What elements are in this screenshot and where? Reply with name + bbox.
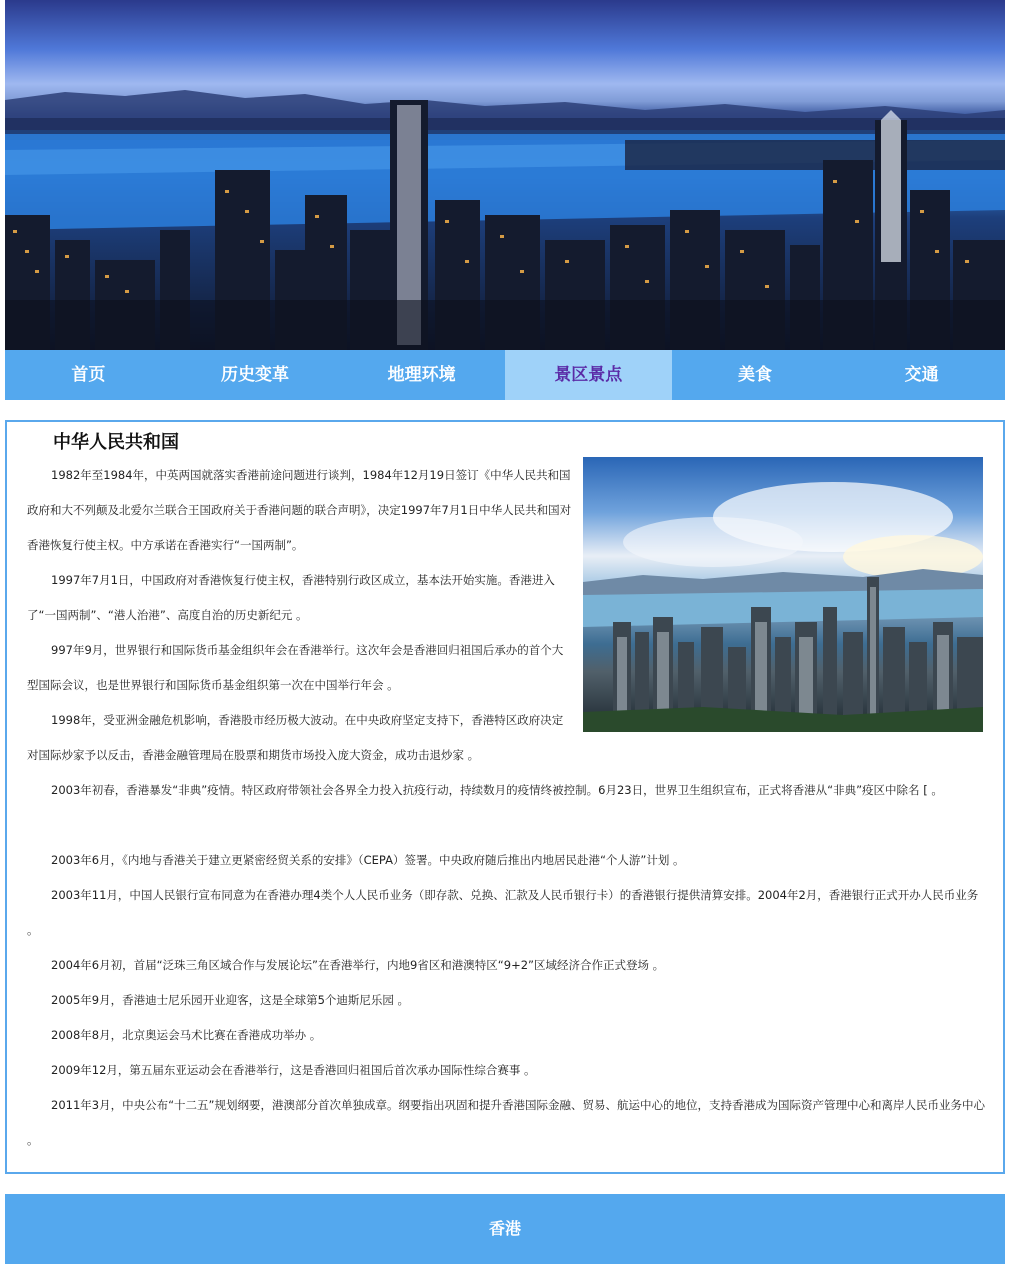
- article-panel: [5, 420, 1005, 1174]
- paragraph-2004: 2004年6月初，首届“泛珠三角区域合作与发展论坛”在香港举行，内地9省区和港澳特区“9+2”区域经济合作正式登场 。: [51, 958, 665, 972]
- paragraph-2005: 2005年9月，香港迪士尼乐园开业迎客，这是全球第5个迪斯尼乐园 。: [51, 993, 410, 1007]
- footer-text: 香港: [488, 1219, 521, 1238]
- banner-image: [5, 0, 1005, 350]
- nav-item-food[interactable]: 美食: [737, 365, 772, 385]
- nav-item-transport[interactable]: 交通: [904, 365, 939, 385]
- paragraph-2009: 2009年12月，第五届东亚运动会在香港举行，这是香港回归祖国后首次承办国际性综合赛事 。: [51, 1063, 536, 1077]
- main-nav: [5, 350, 1005, 400]
- skyline-illustration: [5, 0, 1005, 350]
- article-title: 中华人民共和国: [53, 432, 179, 453]
- paragraph-2008: 2008年8月，北京奥运会马术比赛在香港成功举办 。: [51, 1028, 322, 1042]
- paragraph-2003-june: 2003年6月，《内地与香港关于建立更紧密经贸关系的安排》（CEPA）签署。中央政府随后推出内地居民赴港“个人游”计划 。: [51, 853, 685, 867]
- paragraph-1997-sept: 997年9月，世界银行和国际货币基金组织年会在香港举行。这次年会是香港回归祖国后承办的首个大型国际会议，也是世界银行和国际货币基金组织第一次在中国举行年会 。: [27, 643, 564, 692]
- paragraph-1982: 1982年至1984年，中英两国就落实香港前途问题进行谈判，1984年12月19日签订《中华人民共和国政府和大不列颠及北爱尔兰联合王国政府关于香港问题的联合声明》，决定1997年7月1日中华人民共和国对香港恢复行使主权。中方承诺在香港实行“一国两制”。: [27, 468, 572, 552]
- paragraph-2003-spring: 2003年初春，香港暴发“非典”疫情。特区政府带领社会各界全力投入抗疫行动，持续数月的疫情终被控制。6月23日，世界卫生组织宣布，正式将香港从“非典”疫区中除名 [ 。: [51, 783, 943, 797]
- nav-item-geography[interactable]: 地理环境: [387, 365, 456, 385]
- hong-kong-photo: [583, 457, 983, 732]
- paragraph-2011: 2011年3月，中央公布“十二五”规划纲要，港澳部分首次单独成章。纲要指出巩固和提升香港国际金融、贸易、航运中心的地位，支持香港成为国际资产管理中心和离岸人民币业务中心 。: [27, 1098, 985, 1147]
- paragraph-1998: 1998年，受亚洲金融危机影响，香港股市经历极大波动。在中央政府坚定支持下，香港特区政府决定对国际炒家予以反击，香港金融管理局在股票和期货市场投入庞大资金，成功击退炒家 。: [27, 713, 564, 762]
- nav-item-home[interactable]: 首页: [71, 365, 106, 385]
- paragraph-1997-july: 1997年7月1日，中国政府对香港恢复行使主权，香港特别行政区成立，基本法开始实施。香港进入了“一国两制”、“港人治港”、高度自治的历史新纪元 。: [27, 573, 555, 622]
- paragraph-2003-nov: 2003年11月，中国人民银行宣布同意为在香港办理4类个人人民币业务（即存款、兑换、汇款及人民币银行卡）的香港银行提供清算安排。2004年2月，香港银行正式开办人民币业务 。: [27, 888, 979, 937]
- footer: [5, 1194, 1005, 1264]
- nav-item-history[interactable]: 历史变革: [220, 365, 289, 385]
- nav-item-attractions[interactable]: 景区景点: [505, 350, 672, 400]
- harbor-view-illustration: [583, 457, 983, 732]
